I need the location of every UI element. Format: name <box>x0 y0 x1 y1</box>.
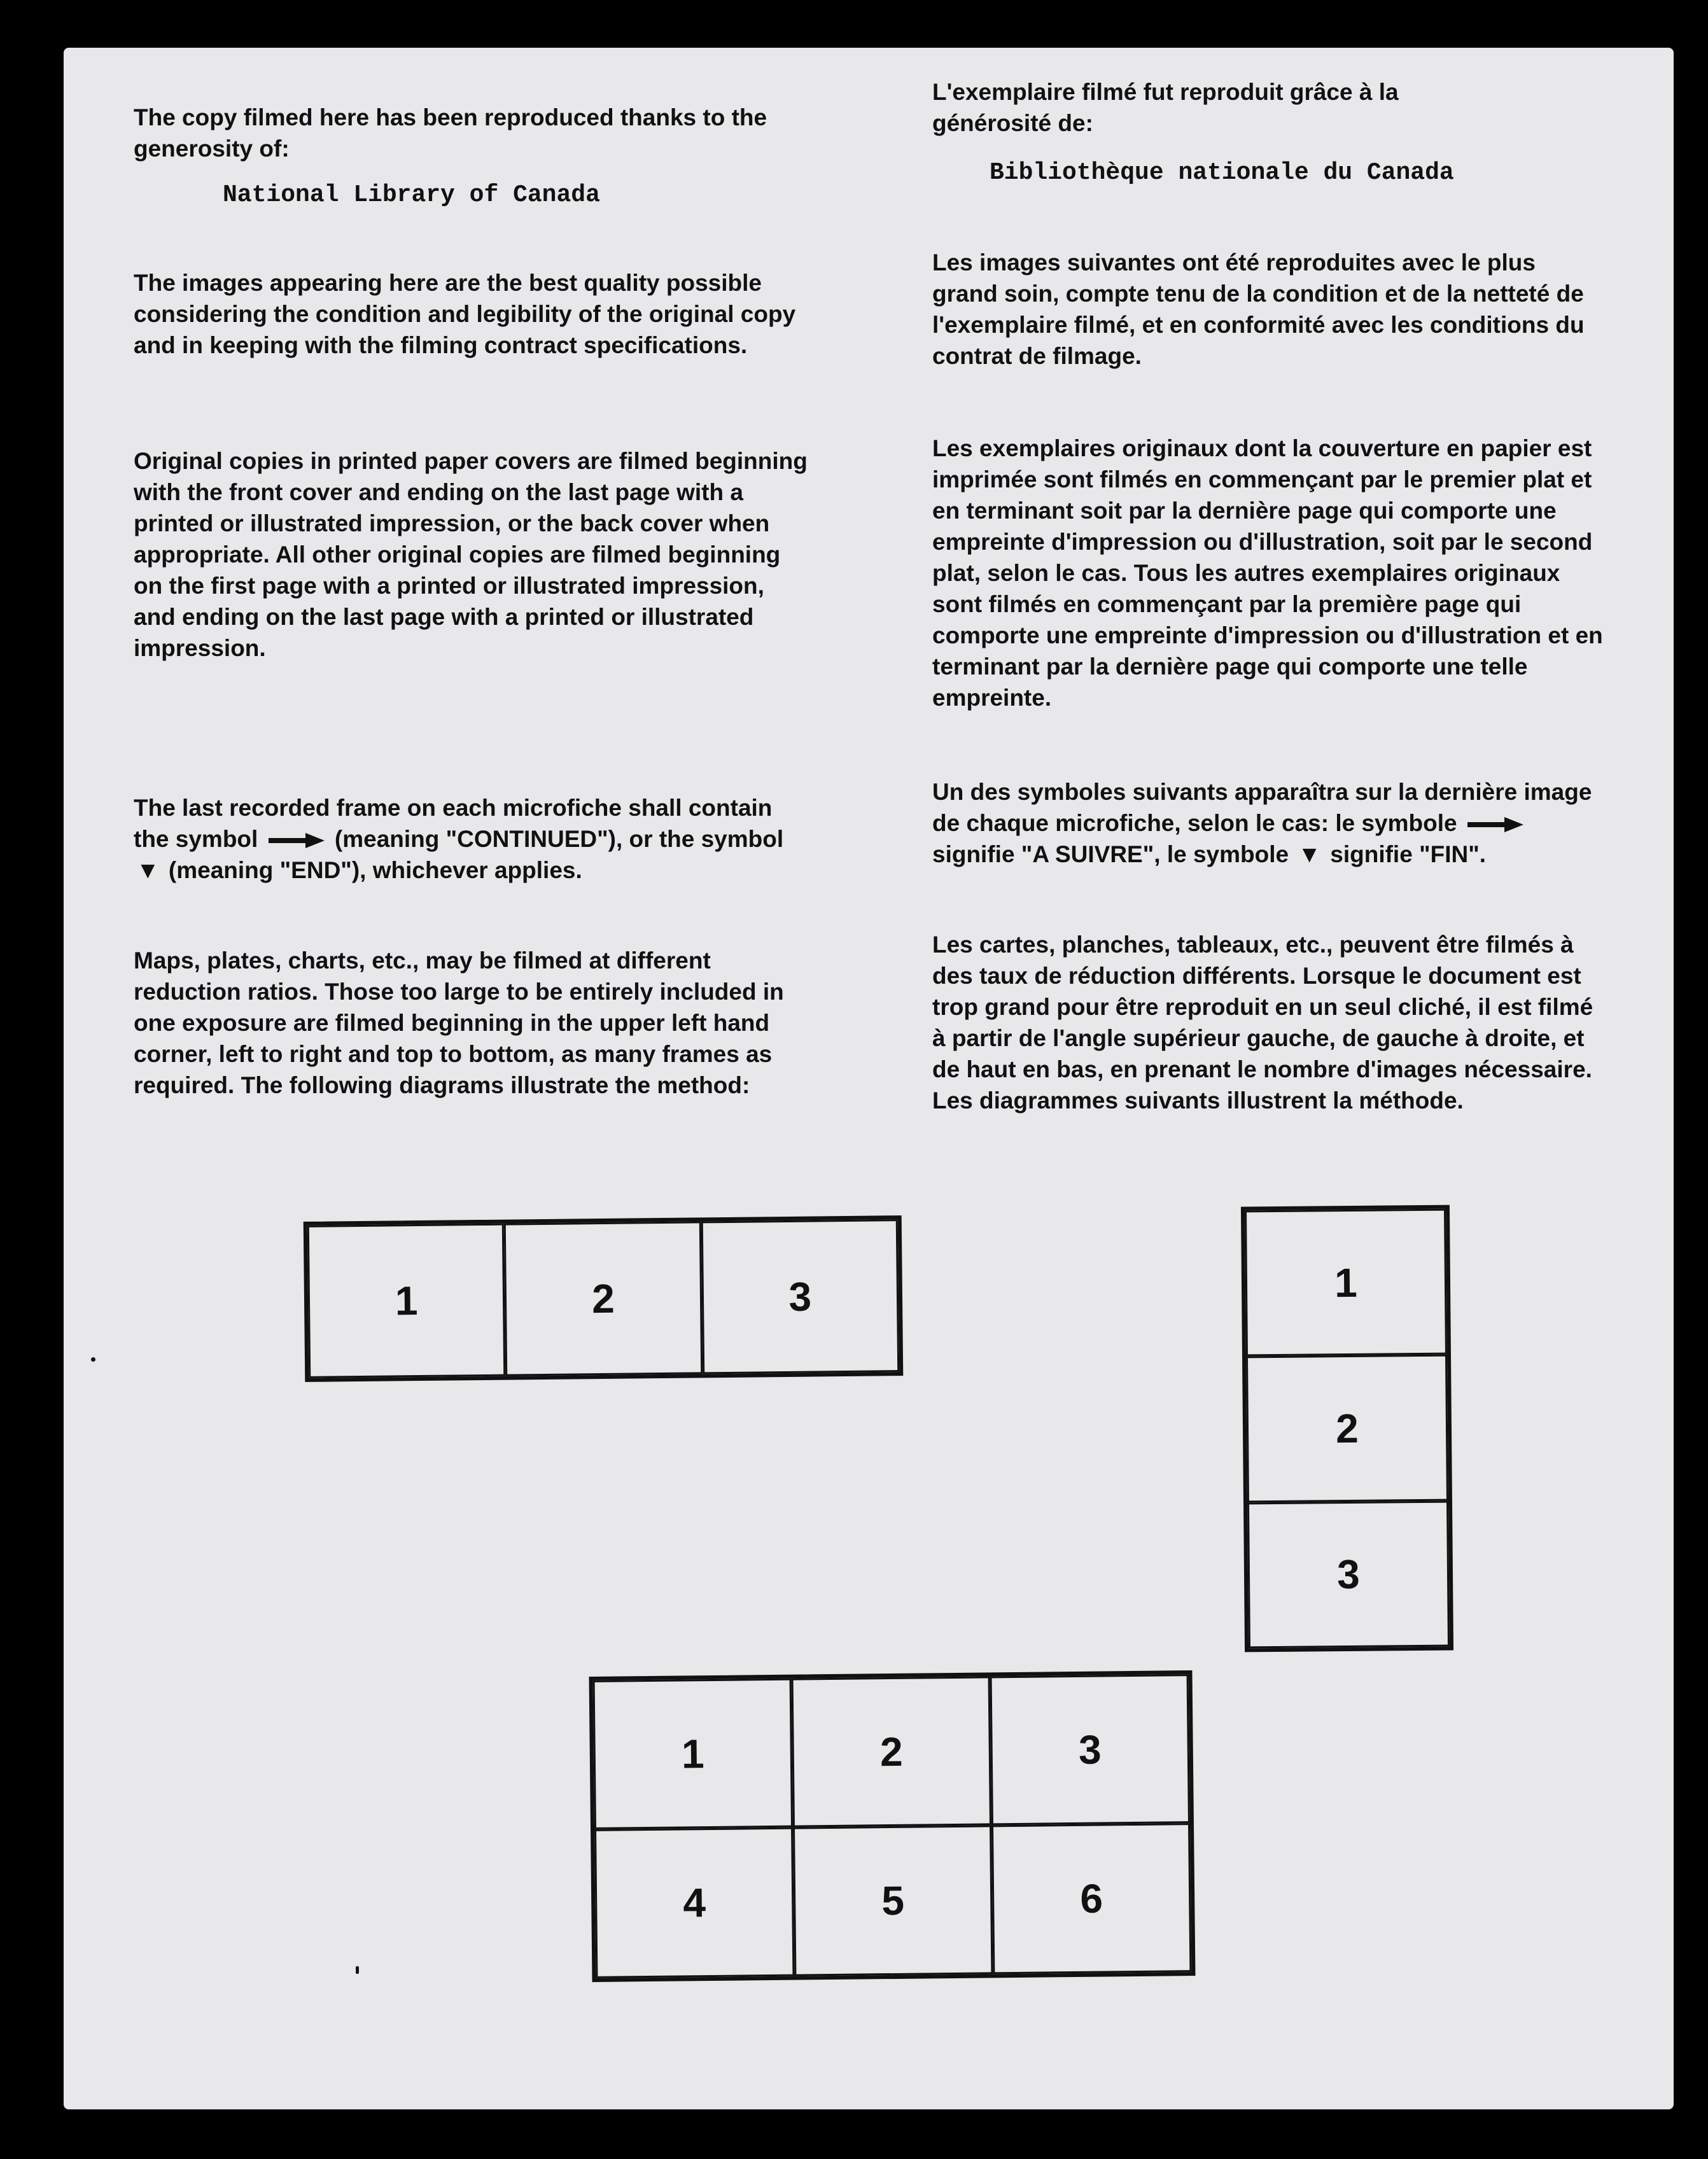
symbol-text-fr-mid: signifie "A SUIVRE", le symbole <box>932 841 1289 867</box>
diagram-column-3x1 <box>1241 1205 1453 1652</box>
symbol-text-en-pre: The last recorded frame on each microfiche shall contain the symbol <box>134 795 773 852</box>
diagram-cell: 1 <box>1245 1209 1447 1357</box>
quality-text-en: The images appearing here are the best quality possible considering the condition and legibility of the original copy and in keeping with the filming contract specifications. <box>134 270 796 358</box>
original-copies-text-fr: Les exemplaires originaux dont la couverture en papier est imprimée sont filmés en commençant par le premier plat et en terminant soit par la dernière page qui comporte une empreinte d'impression ou d'illustration, soit par le second plat, selon le cas. Tous les autres exemplaires originaux sont filmés en commençant par la première page qui comporte une empreinte d'impression ou d'illustration et en terminant par la dernière page qui comporte une telle empreinte. <box>932 435 1603 711</box>
original-copies-text-en: Original copies in printed paper covers are filmed beginning with the front cover and ending on the last page with a printed or illustrated impression, or the back cover when appropriate. All other original copies are filmed beginning on the first page with a printed or illustrated impression, and ending on the last page with a printed or illustrated impression. <box>134 448 808 661</box>
diagram-grid-2x3 <box>589 1670 1196 1982</box>
thanks-text-en: The copy filmed here has been reproduced thanks to the generosity of: <box>134 104 767 162</box>
symbol-text-en-mid: (meaning "CONTINUED"), or the symbol <box>334 826 784 852</box>
symbol-text-fr-pre: Un des symboles suivants apparaîtra sur la dernière image de chaque microfiche, selon le cas: le symbole <box>932 779 1592 836</box>
diagram-cell: 3 <box>990 1674 1190 1825</box>
symbol-text-en <box>134 792 808 886</box>
diagram-cell: 2 <box>504 1221 703 1376</box>
symbol-text-fr-post: signifie "FIN". <box>1330 841 1487 867</box>
scan-speck <box>356 1966 359 1974</box>
end-triangle-icon: ▼ <box>136 857 160 883</box>
diagram-cell: 4 <box>594 1827 794 1978</box>
diagram-cell: 3 <box>1247 1500 1450 1648</box>
quality-text-fr: Les images suivantes ont été reproduites avec le plus grand soin, compte tenu de la condition et de la netteté de l'exemplaire filmé, et en conformité avec les conditions du contrat de filmage. <box>932 249 1585 369</box>
diagram-cell: 2 <box>1246 1355 1448 1502</box>
right-arrow-icon <box>1467 817 1523 832</box>
diagram-row-1x3 <box>304 1215 904 1382</box>
diagram-cell: 2 <box>792 1676 991 1827</box>
diagram-cell: 3 <box>701 1219 899 1374</box>
diagram-cell: 6 <box>991 1823 1191 1974</box>
end-triangle-icon: ▼ <box>1298 841 1321 867</box>
thanks-text-fr: L'exemplaire filmé fut reproduit grâce à la générosité de: <box>932 79 1399 136</box>
maps-text-en: Maps, plates, charts, etc., may be filmed at different reduction ratios. Those too large to be entirely included in one exposure are filmed beginning in the upper left hand corner, left to right and top to bottom, as many frames as required. The following diagrams illustrate the method: <box>134 947 784 1098</box>
diagram-cell: 1 <box>307 1224 506 1378</box>
library-name-fr: Bibliothèque nationale du Canada <box>990 159 1454 186</box>
right-arrow-icon <box>269 833 325 848</box>
diagram-cell: 5 <box>793 1825 993 1976</box>
maps-text-fr: Les cartes, planches, tableaux, etc., peuvent être filmés à des taux de réduction différents. Lorsque le document est trop grand pour être reproduit en un seul cliché, il est filmé à partir de l'angle supérieur gauche, de gauche à droite, et de haut en bas, en prenant le nombre d'images nécessaire. Les diagrammes suivants illustrent la méthode. <box>932 932 1593 1114</box>
symbol-text-en-post: (meaning "END"), whichever applies. <box>168 857 582 883</box>
symbol-text-fr <box>932 776 1607 870</box>
diagram-cell: 1 <box>593 1679 793 1829</box>
library-name-en: National Library of Canada <box>223 181 600 209</box>
scan-speck <box>91 1357 95 1362</box>
